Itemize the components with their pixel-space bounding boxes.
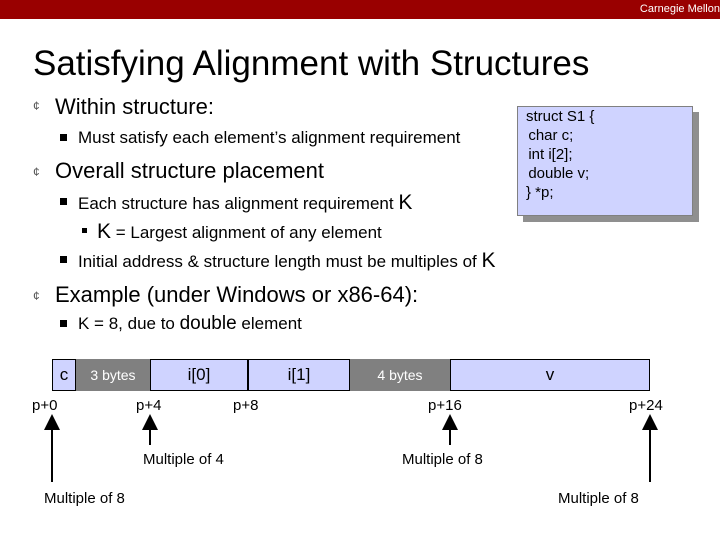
bullet-example: Example (under Windows or x86-64): xyxy=(55,282,419,307)
memory-padding-4-bytes: 4 bytes xyxy=(350,359,450,391)
address-p4: p+4 xyxy=(136,397,162,414)
address-p16: p+16 xyxy=(428,397,462,414)
brand-label: Carnegie Mellon xyxy=(639,3,720,15)
text-fragment: element xyxy=(236,314,302,333)
annotation-multiple-of-8-mid: Multiple of 8 xyxy=(402,451,483,468)
memory-cell-i0: i[0] xyxy=(150,359,248,391)
annotation-multiple-of-8-right: Multiple of 8 xyxy=(558,490,639,507)
memory-cell-v: v xyxy=(450,359,650,391)
code-line: int i[2]; xyxy=(520,146,573,163)
code-line: char c; xyxy=(520,127,574,144)
code-line: double v; xyxy=(520,165,590,182)
text-fragment: = Largest alignment of any element xyxy=(111,223,382,242)
double-keyword: double xyxy=(179,313,237,334)
text-fragment: Each structure has alignment requirement xyxy=(78,194,399,213)
k-symbol: K xyxy=(481,249,496,272)
bullet-within-structure: Within structure: xyxy=(55,94,214,119)
bullet-marker-icon: ¢ xyxy=(33,165,40,179)
address-p24: p+24 xyxy=(629,397,663,414)
text-fragment: K = 8, due to xyxy=(78,314,180,333)
memory-cell-i1: i[1] xyxy=(248,359,350,391)
bullet-marker-icon: ¢ xyxy=(33,99,40,113)
code-line: } *p; xyxy=(526,184,554,201)
slide-title: Satisfying Alignment with Structures xyxy=(33,44,590,83)
k-symbol: K xyxy=(398,191,413,214)
memory-cell-c: c xyxy=(52,359,76,391)
code-line: struct S1 { xyxy=(526,108,595,125)
annotation-multiple-of-8-left: Multiple of 8 xyxy=(44,490,125,507)
text-fragment: Initial address & structure length must be multiples of xyxy=(78,252,482,271)
address-p8: p+8 xyxy=(233,397,259,414)
bullet-alignment-requirement: Must satisfy each element’s alignment requirement xyxy=(78,128,461,147)
bullet-marker-icon: ¢ xyxy=(33,289,40,303)
bullet-overall-placement: Overall structure placement xyxy=(55,158,324,183)
annotation-multiple-of-4: Multiple of 4 xyxy=(143,451,224,468)
address-p0: p+0 xyxy=(32,397,58,414)
memory-padding-3-bytes: 3 bytes xyxy=(76,359,150,391)
k-symbol: K xyxy=(97,220,112,243)
